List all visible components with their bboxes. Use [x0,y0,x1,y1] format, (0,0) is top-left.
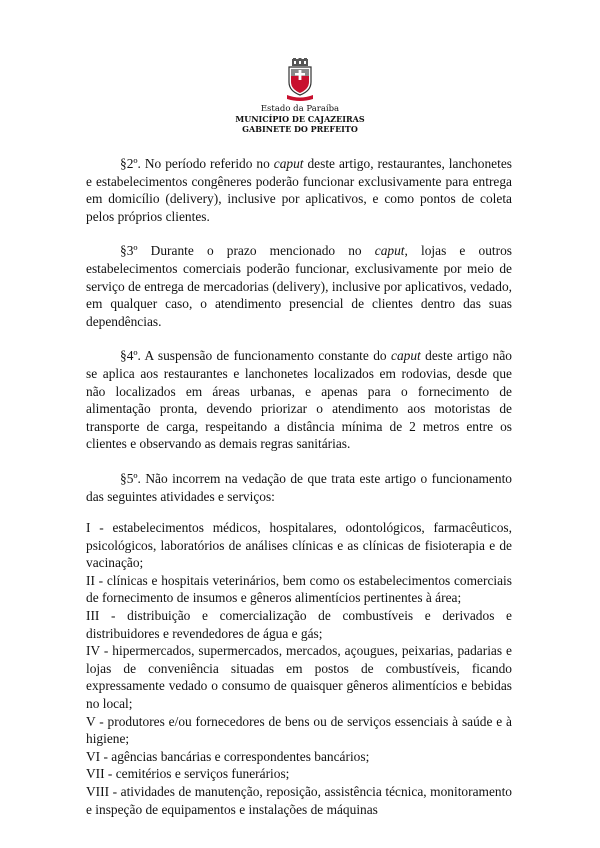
list-item: III - distribuição e comercialização de combustíveis e derivados e distribuidores e revendedores de água e gás; [86,608,512,641]
list-item: I - estabelecimentos médicos, hospitalares, odontológicos, farmacêuticos, psicológicos, laboratórios de análises clínicas e as clínicas de fisioterapia e de vacinação; [86,520,512,571]
list-item: II - clínicas e hospitais veterinários, bem como os estabelecimentos comerciais de fornecimento de insumos e gêneros alimentícios pertinentes à área; [86,572,512,606]
list-item: IV - hipermercados, supermercados, mercados, açougues, peixarias, padarias e lojas de conveniência situadas em postos de combustíveis, ficando expressamente vedado o consumo de quaisquer gêneros alimentícios e bebidas no local; [86,643,512,712]
list-item: V - produtores e/ou fornecedores de bens ou de serviços essenciais à saúde e à higiene; [86,713,512,747]
paragraph-4: §4º. A suspensão de funcionamento constante do caput deste artigo não se aplica aos restaurantes e lanchonetes localizados em rodovias, desde que não localizados em áreas urbanas, e apenas para o fornecimento de alimentação pronta, devendo priorizar o atendimento aos motoristas de transporte de carga, respeitando a distância mínima de 2 metros entre os clientes e observando as demais regras sanitárias. [86,348,513,452]
paragraph-3: §3º Durante o prazo mencionado no caput, lojas e outros estabelecimentos comerciais poderão funcionar, exclusivamente por meio de serviço de entrega de mercadorias (delivery), inclusive por aplicativos, vedado, em qualquer caso, o atendimento presencial de clientes dentro das suas dependências. [86,243,512,329]
list-item: VI - agências bancárias e correspondentes bancários; [86,748,370,764]
municipal-coat-of-arms-icon [285,58,315,102]
document-body [86,155,512,818]
list-item: VII - cemitérios e serviços funerários; [86,766,290,782]
letterhead [0,58,600,134]
municipality-name: MUNICÍPIO DE CAJAZEIRAS [235,114,365,124]
list-item: VIII - atividades de manutenção, reposição, assistência técnica, monitoramento e inspeção de equipamentos e instalações de máquinas [86,784,512,817]
paragraph-2: §2º. No período referido no caput deste artigo, restaurantes, lanchonetes e estabelecimentos congêneres poderão funcionar exclusivamente para entrega em domicílio (delivery), inclusive por aplicativos, e como pontos de coleta pelos próprios clientes. [86,156,512,224]
state-name: Estado da Paraíba [260,104,340,114]
paragraph-5: §5º. Não incorrem na vedação de que trata este artigo o funcionamento das seguintes atividades e serviços: [86,470,512,504]
office-name: GABINETE DO PREFEITO [242,124,358,134]
